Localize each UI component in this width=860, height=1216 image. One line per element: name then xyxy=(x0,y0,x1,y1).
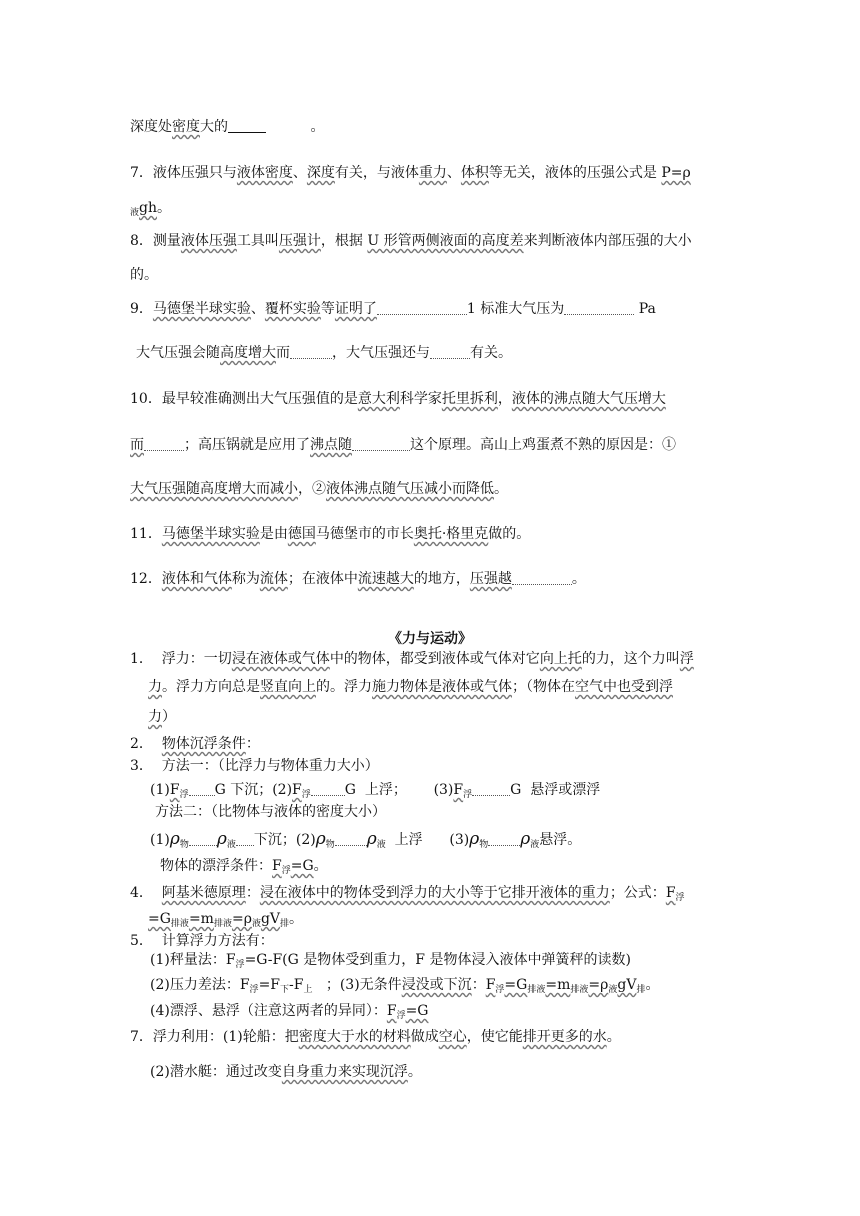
text-line-3: $_液$gh。 xyxy=(130,200,171,218)
text-line-10: 大气压强随高度增大而减小，②液体沸点随气压减小而降低。 xyxy=(130,481,508,497)
text-line-27: (4)漂浮、悬浮（注意这两者的异同）：$F_浮=G$ xyxy=(150,1003,429,1021)
text-line-2: 7．液体压强只与液体密度、深度有关，与液体重力、体积等无关，液体的压强公式是 P=ρ xyxy=(130,165,691,181)
text-line-12: 12．液体和气体称为流体；在液体中流速越大的地方，压强越 。 xyxy=(130,571,586,587)
text-line-17: 3． 方法一：（比浮力与物体重力大小） xyxy=(130,758,379,774)
text-line-21: 物体的漂浮条件：$F_浮=G$。 xyxy=(160,858,328,876)
text-line-28: 7．浮力利用：(1)轮船：把密度大于水的材料做成空心，使它能排开更多的水。 xyxy=(130,1029,621,1045)
text-line-14: 力。浮力方向总是竖直向上的。浮力施力物体是液体或气体；（物体在空气中也受到浮 xyxy=(148,679,673,695)
text-line-29: (2)潜水艇：通过改变自身重力来实现沉浮。 xyxy=(150,1064,422,1080)
text-line-11: 11．马德堡半球实验是由德国马德堡市的市长奥托·格里克做的。 xyxy=(130,526,531,542)
text-line-5: 的。 xyxy=(130,267,158,283)
text-line-22: 4． 阿基米德原理：浸在液体中的物体受到浮力的大小等于它排开液体的重力；公式：$F_浮$ xyxy=(130,885,685,903)
text-line-13: 1． 浮力：一切浸在液体或气体中的物体，都受到液体或气体对它向上托的力，这个力叫浮 xyxy=(130,651,694,667)
text-line-1: 深度处密度大的 。 xyxy=(130,119,325,135)
text-line-7: 大气压强会随高度增大而 ，大气压强还与 有关。 xyxy=(136,345,512,361)
text-line-4: 8．测量液体压强工具叫压强计，根据 U 形管两侧液面的高度差来判断液体内部压强的大小 xyxy=(130,233,692,249)
text-line-24: 5． 计算浮力方法有： xyxy=(130,933,274,949)
text-line-9: 而 ；高压锅就是应用了沸点随 这个原理。高山上鸡蛋煮不熟的原因是：① xyxy=(130,437,676,453)
text-line-8: 10．最早较准确测出大气压强值的是意大利科学家托里拆利，液体的沸点随大气压增大 xyxy=(130,391,666,407)
section-title: 《力与运动》 xyxy=(388,631,472,647)
text-line-25: (1)秤量法：$F_浮=G-F(G$ 是物体受到重力，F 是物体浸入液体中弹簧秤的读数) xyxy=(150,952,631,970)
text-line-16: 2． 物体沉浮条件： xyxy=(130,736,260,752)
text-line-19: 方法二：（比物体与液体的密度大小） xyxy=(155,804,386,820)
text-line-26: (2)压力差法：$F_浮=F_下-F_上$ ；(3)无条件浸没或下沉：$F_浮=G_{排液}=m_{排液}=\rho_液gV_排$。 xyxy=(150,977,660,995)
text-line-20: $(1)\rho_物$ $\rho_液$ 下沉；$(2)\rho_物$ $\rho_液$ 上浮 $(3)\rho_物$ $\rho_液$悬浮。 xyxy=(150,829,582,850)
text-line-6: 9．马德堡半球实验、覆杯实验等证明了 1 标准大气压为 Pa xyxy=(130,301,656,317)
text-line-23: $=G_{排液}=m_{排液}=\rho_液gV_排$。 xyxy=(148,911,304,929)
text-line-18: $(1)F_浮$ G 下沉；$(2)F_浮$ G 上浮； $(3)F_浮$ G 悬浮或漂浮 xyxy=(150,782,601,800)
text-line-15: 力） xyxy=(148,709,176,725)
